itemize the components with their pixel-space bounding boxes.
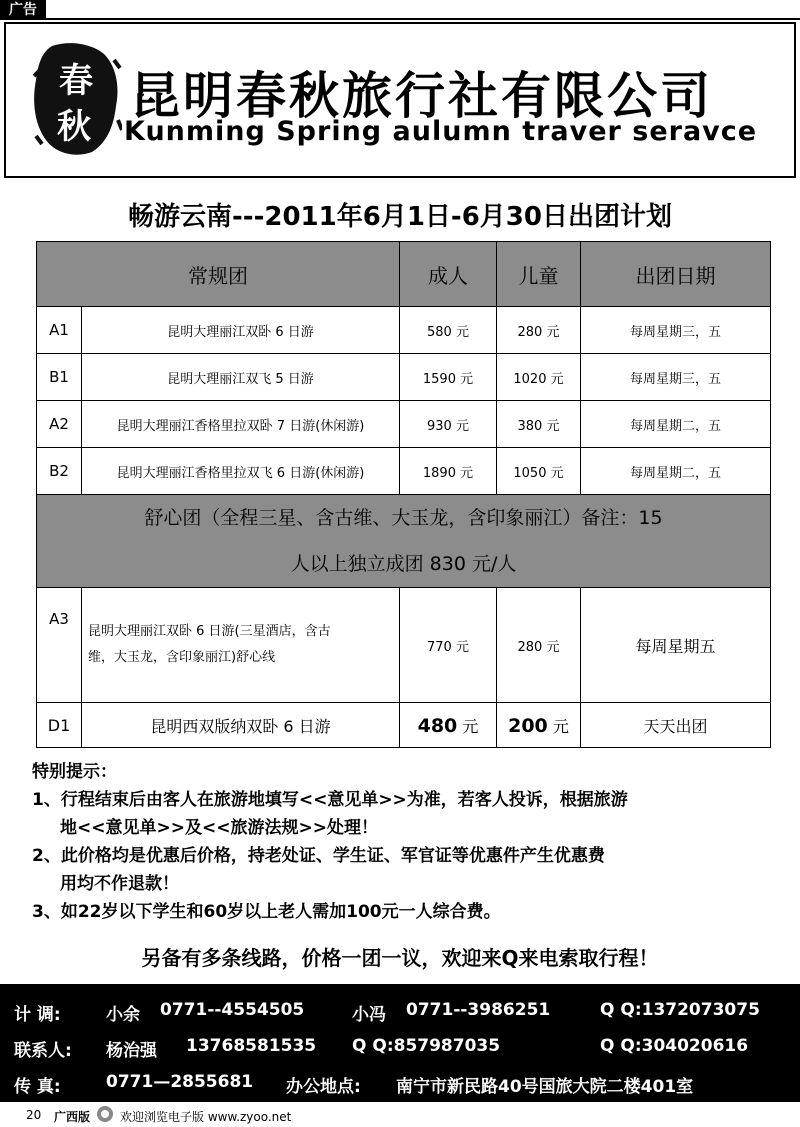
child-price — [497, 703, 581, 748]
tour-code: B2 — [37, 448, 82, 495]
planner-label: 计 调: — [14, 1005, 61, 1025]
browse-link[interactable]: 欢迎浏览电子版 www.zyoo.net — [120, 1110, 292, 1124]
company-name-cn: 昆明春秋旅行社有限公司 — [130, 67, 713, 125]
tip-1-line-2: 地<<意见单>>及<<旅游法规>>处理！ — [60, 818, 378, 838]
tip-3: 3、如22岁以下学生和60岁以上老人需加100元一人综合费。 — [32, 902, 501, 922]
person-phone: 13768581535 — [186, 1036, 317, 1056]
note-line-1: 舒心团（全程三星、含古维、大玉龙，含印象丽江）备注：15 — [144, 507, 663, 529]
departure-dates: 每周星期三，五 — [581, 307, 771, 354]
slogan: 另备有多条线路，价格一团一议，欢迎来Q来电索取行程！ — [141, 946, 659, 970]
adult-price: 1890 元 — [400, 448, 497, 495]
child-price: 1020 元 — [497, 354, 581, 401]
adult-price — [400, 703, 497, 748]
header-child: 儿童 — [497, 242, 581, 307]
tips-title: 特别提示： — [32, 762, 117, 782]
table-header-row — [37, 242, 771, 307]
tour-code: A3 — [37, 588, 82, 703]
route-line-1: 昆明大理丽江双卧 6 日游(三星酒店，含古 — [88, 624, 331, 639]
ad-label: 广告 — [0, 0, 46, 20]
child-price: 380 元 — [497, 401, 581, 448]
badge-icon — [96, 1105, 114, 1123]
table-row — [37, 401, 771, 448]
special-tips — [32, 758, 772, 926]
child-price: 280 元 — [497, 307, 581, 354]
departure-dates: 每周星期三，五 — [581, 354, 771, 401]
departure-dates: 每周星期五 — [581, 588, 771, 703]
tip-2-line-1: 2、此价格均是优惠后价格，持老处证、学生证、军官证等优惠件产生优惠费 — [32, 846, 605, 866]
departure-dates: 天天出团 — [581, 703, 771, 748]
tour-code: D1 — [37, 703, 82, 748]
table-row — [37, 307, 771, 354]
child-price-unit: 元 — [552, 716, 569, 736]
planner-qq: Q Q:1372073075 — [600, 1000, 760, 1020]
person-qq-1: Q Q:857987035 — [352, 1036, 501, 1056]
child-price: 280 元 — [497, 588, 581, 703]
table-row — [37, 448, 771, 495]
seal-char-2: 秋 — [57, 107, 91, 147]
tip-2-line-2: 用均不作退款！ — [60, 874, 179, 894]
tour-code: A2 — [37, 401, 82, 448]
tour-route: 昆明大理丽江香格里拉双飞 6 日游(休闲游) — [82, 448, 400, 495]
adult-price: 580 元 — [400, 307, 497, 354]
header-regular-tour: 常规团 — [37, 242, 400, 307]
tour-code: B1 — [37, 354, 82, 401]
table-row — [37, 588, 771, 703]
edition-label: 广西版 — [54, 1110, 91, 1124]
tour-route: 昆明大理丽江香格里拉双卧 7 日游(休闲游) — [82, 401, 400, 448]
page-number: 20 — [26, 1108, 42, 1122]
note-line-2: 人以上独立成团 830 元/人 — [290, 553, 517, 575]
departure-dates: 每周星期二，五 — [581, 448, 771, 495]
comfort-tour-note-row — [37, 495, 771, 588]
comfort-tour-note — [37, 495, 771, 588]
tour-route — [82, 588, 400, 703]
schedule-table — [36, 241, 771, 748]
planner-phone-2: 0771--3986251 — [406, 1000, 551, 1020]
tip-1-line-1: 1、行程结束后由客人在旅游地填写<<意见单>>为准，若客人投诉，根据旅游 — [32, 790, 628, 810]
fax-label: 传 真: — [14, 1077, 61, 1097]
planner-phone-1: 0771--4554505 — [160, 1000, 305, 1020]
top-divider — [46, 18, 800, 20]
seal-char-1: 春 — [59, 61, 93, 101]
seal-logo-icon — [30, 40, 122, 158]
child-price: 1050 元 — [497, 448, 581, 495]
person-name: 杨治强 — [106, 1041, 157, 1061]
plan-title: 畅游云南---2011年6月1日-6月30日出团计划 — [128, 202, 672, 232]
tour-route: 昆明大理丽江双飞 5 日游 — [82, 354, 400, 401]
person-label: 联系人: — [14, 1041, 72, 1061]
adult-price: 1590 元 — [400, 354, 497, 401]
adult-price-number: 480 — [417, 714, 458, 737]
page-footer — [0, 1102, 800, 1127]
person-qq-2: Q Q:304020616 — [600, 1036, 749, 1056]
route-line-2: 维，大玉龙，含印象丽江)舒心线 — [88, 650, 276, 665]
planner-name-2: 小冯 — [352, 1005, 386, 1025]
header-dates: 出团日期 — [581, 242, 771, 307]
table-row — [37, 703, 771, 748]
adult-price-unit: 元 — [462, 716, 479, 736]
company-name-en: Kunming Spring aulumn traver seravce — [124, 116, 758, 147]
tour-route: 昆明西双版纳双卧 6 日游 — [82, 703, 400, 748]
contact-panel — [0, 984, 800, 1102]
child-price-number: 200 — [508, 714, 548, 737]
adult-price: 770 元 — [400, 588, 497, 703]
office-address: 南宁市新民路40号国旅大院二楼401室 — [396, 1077, 694, 1097]
tour-code: A1 — [37, 307, 82, 354]
table-row — [37, 354, 771, 401]
office-label: 办公地点: — [286, 1077, 361, 1097]
header-adult: 成人 — [400, 242, 497, 307]
planner-name-1: 小余 — [106, 1005, 140, 1025]
adult-price: 930 元 — [400, 401, 497, 448]
tour-route: 昆明大理丽江双卧 6 日游 — [82, 307, 400, 354]
departure-dates: 每周星期二，五 — [581, 401, 771, 448]
fax-number: 0771—2855681 — [106, 1072, 254, 1092]
